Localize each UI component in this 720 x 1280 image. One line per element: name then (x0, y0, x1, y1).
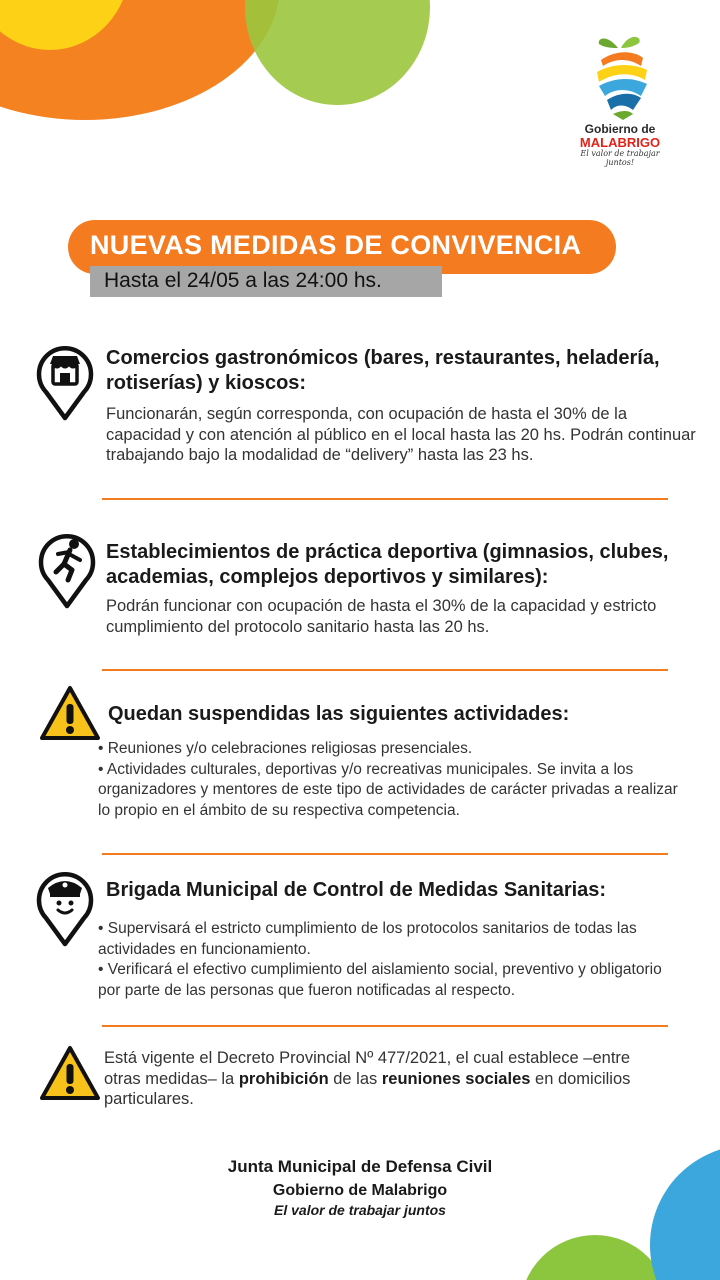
decree-notice-text (104, 1048, 664, 1110)
logo-text-line1: Gobierno de (584, 122, 656, 136)
decree-text-part: en domicilios particulares. (104, 1069, 631, 1108)
footer-government: Gobierno de Malabrigo (272, 1182, 448, 1199)
section-divider (102, 498, 668, 500)
footer-slogan: El valor de trabajar juntos (274, 1202, 446, 1218)
section-divider (102, 1025, 668, 1027)
decorative-green-circle (245, 0, 430, 105)
list-item: • Verificará el efectivo cumplimiento del aislamiento social, preventivo y obligatorio por parte de las personas que fueron notificadas al respecto. (98, 961, 662, 999)
footer-organization: Junta Municipal de Defensa Civil (227, 1157, 493, 1176)
section-divider (102, 853, 668, 855)
section-divider (102, 669, 668, 671)
section-title-brigade: Brigada Municipal de Control de Medidas Sanitarias: (106, 879, 607, 901)
list-item: • Reuniones y/o celebraciones religiosas presenciales. (98, 740, 473, 757)
decree-text-emphasis: reuniones sociales (381, 1069, 531, 1088)
banner-subtitle: Hasta el 24/05 a las 24:00 hs. (90, 266, 442, 297)
decree-text-emphasis: prohibición (238, 1069, 329, 1088)
decree-text-part: de las (328, 1069, 382, 1088)
decree-text-part: Está vigente el Decreto Provincial Nº 477/2021, el cual establece –entre otras medidas– la (104, 1049, 631, 1088)
banner-title: NUEVAS MEDIDAS DE CONVIVENCIA (90, 230, 582, 260)
decorative-green-circle-bottom (520, 1235, 670, 1280)
section-text-sports: Podrán funcionar con ocupación de hasta el 30% de la capacidad y estricto cumplimiento del protocolo sanitario hasta las 20 hs. (106, 597, 657, 636)
section-text-gastronomic: Funcionarán, según corresponda, con ocupación de hasta el 30% de la capacidad y con atención al público en el local hasta las 20 hs. Podrán continuar trabajando bajo la modalidad de “delivery” hasta las 23 hs. (106, 405, 696, 464)
brigade-duties-list (98, 919, 688, 1001)
store-pin-icon (34, 340, 96, 422)
police-officer-pin-icon (34, 866, 96, 948)
logo-tagline: El valor de trabajar juntos! (580, 149, 660, 167)
section-title-gastronomic: Comercios gastronómicos (bares, restaurantes, heladería, rotiserías) y kioscos: (106, 347, 660, 394)
malabrigo-logo (570, 30, 670, 180)
decorative-blue-circle-bottom (650, 1145, 720, 1280)
logo-text-line2: MALABRIGO (579, 135, 661, 150)
logo-emblem-icon (585, 30, 655, 120)
warning-icon (38, 684, 102, 742)
warning-icon (38, 1044, 102, 1102)
section-title-sports: Establecimientos de práctica deportiva (gimnasios, clubes, academias, complejos deportivos y similares): (106, 541, 669, 588)
list-item: • Actividades culturales, deportivas y/o recreativas municipales. Se invita a los organizadores y mentores de este tipo de actividades de carácter privadas a realizar lo propio en el ámbito de su respectiva competencia. (98, 760, 678, 819)
list-item: • Supervisará el estricto cumplimiento de los protocolos sanitarios de todas las actividades en funcionamiento. (98, 920, 637, 958)
runner-pin-icon (36, 528, 98, 610)
section-title-suspended: Quedan suspendidas las siguientes actividades: (108, 703, 570, 725)
suspended-activities-list (98, 739, 678, 821)
